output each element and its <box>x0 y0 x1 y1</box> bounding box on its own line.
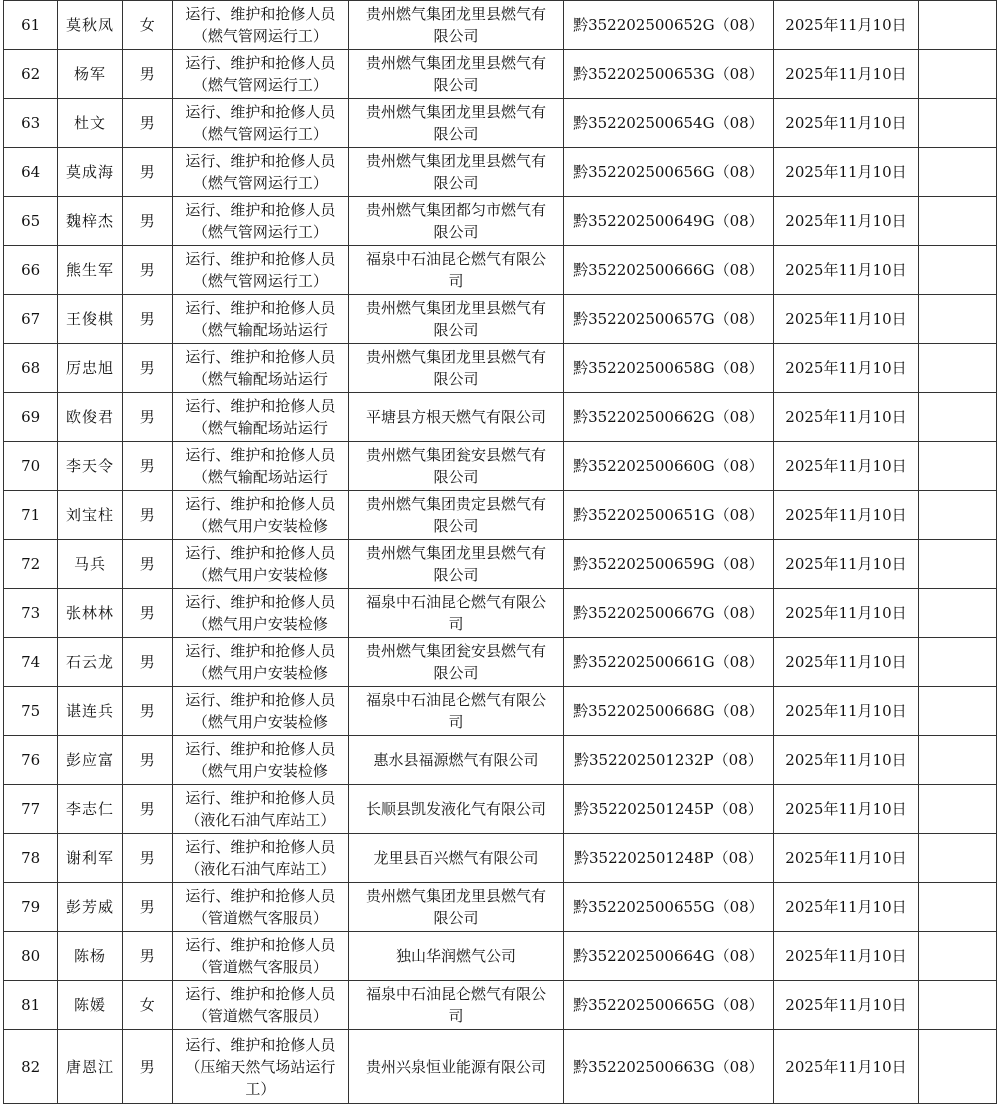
job-type-cell-line: （燃气用户安装检修 <box>192 713 328 731</box>
company-cell-line: 贵州燃气集团龙里县燃气有 <box>365 348 546 366</box>
issue-date-cell: 2025年11月10日 <box>773 638 918 687</box>
certificate-number-cell: 黔352202500668G（08） <box>563 687 773 736</box>
company-cell-line: 限公司 <box>433 664 479 682</box>
table-row <box>4 540 997 589</box>
job-type-cell-line: 运行、维护和抢修人员 <box>185 152 336 170</box>
job-type-cell <box>172 638 348 687</box>
company-cell-line: 限公司 <box>433 468 479 486</box>
note-cell <box>919 638 997 687</box>
certificate-number-cell: 黔352202500664G（08） <box>563 932 773 981</box>
job-type-cell-line: （压缩天然气场站运行 <box>185 1057 336 1076</box>
certificate-number-cell: 黔352202500656G（08） <box>563 148 773 197</box>
job-type-cell-line: 运行、维护和抢修人员 <box>185 691 336 709</box>
issue-date-cell: 2025年11月10日 <box>773 393 918 442</box>
job-type-cell-line: 运行、维护和抢修人员 <box>185 740 336 758</box>
issue-date-cell: 2025年11月10日 <box>773 246 918 295</box>
issue-date-cell: 2025年11月10日 <box>773 99 918 148</box>
job-type-cell <box>172 785 348 834</box>
issue-date-cell: 2025年11月10日 <box>773 50 918 99</box>
certificate-number-cell: 黔352202500666G（08） <box>563 246 773 295</box>
certificate-number-cell: 黔352202500663G（08） <box>563 1030 773 1104</box>
table-row <box>4 589 997 638</box>
table-row <box>4 785 997 834</box>
gender-cell: 男 <box>122 197 172 246</box>
company-cell <box>348 883 563 932</box>
gender-cell: 男 <box>122 295 172 344</box>
company-cell-line: 贵州燃气集团瓮安县燃气有 <box>365 446 546 464</box>
company-cell <box>348 785 563 834</box>
note-cell <box>919 99 997 148</box>
company-cell-line: 贵州燃气集团龙里县燃气有 <box>365 544 546 562</box>
table-row <box>4 344 997 393</box>
note-cell <box>919 687 997 736</box>
company-cell <box>348 491 563 540</box>
issue-date-cell: 2025年11月10日 <box>773 736 918 785</box>
company-cell <box>348 540 563 589</box>
job-type-cell-line: 运行、维护和抢修人员 <box>185 348 336 366</box>
table-row <box>4 197 997 246</box>
row-number-cell: 76 <box>4 736 58 785</box>
company-cell-line: 限公司 <box>433 321 479 339</box>
job-type-cell-line: （燃气用户安装检修 <box>192 762 328 780</box>
job-type-cell-line: （燃气用户安装检修 <box>192 615 328 633</box>
job-type-cell-line: 运行、维护和抢修人员 <box>185 446 336 464</box>
name-cell: 陈杨 <box>58 932 122 981</box>
table-row <box>4 393 997 442</box>
row-number-cell: 65 <box>4 197 58 246</box>
issue-date-cell: 2025年11月10日 <box>773 785 918 834</box>
job-type-cell-line: （管道燃气客服员） <box>192 1007 328 1025</box>
job-type-cell-line: （管道燃气客服员） <box>192 909 328 927</box>
job-type-cell-line: 运行、维护和抢修人员 <box>185 397 336 415</box>
row-number-cell: 74 <box>4 638 58 687</box>
name-cell: 杜文 <box>58 99 122 148</box>
table-row <box>4 148 997 197</box>
job-type-cell-line: 运行、维护和抢修人员 <box>185 201 336 219</box>
job-type-cell-line: 运行、维护和抢修人员 <box>185 250 336 268</box>
company-cell <box>348 932 563 981</box>
table-row <box>4 295 997 344</box>
job-type-cell-line: 运行、维护和抢修人员 <box>185 1035 336 1054</box>
job-type-cell-line: 运行、维护和抢修人员 <box>185 838 336 856</box>
company-cell <box>348 1030 563 1104</box>
row-number-cell: 67 <box>4 295 58 344</box>
company-cell <box>348 393 563 442</box>
job-type-cell-line: 运行、维护和抢修人员 <box>185 544 336 562</box>
gender-cell: 男 <box>122 785 172 834</box>
issue-date-cell: 2025年11月10日 <box>773 981 918 1030</box>
company-cell-line: 龙里县百兴燃气有限公司 <box>373 849 539 867</box>
table-row <box>4 883 997 932</box>
company-cell-line: 独山华润燃气公司 <box>395 947 516 965</box>
job-type-cell-line: （燃气管网运行工） <box>192 76 328 94</box>
gender-cell: 男 <box>122 1030 172 1104</box>
gender-cell: 女 <box>122 981 172 1030</box>
row-number-cell: 71 <box>4 491 58 540</box>
job-type-cell <box>172 589 348 638</box>
job-type-cell-line: 运行、维护和抢修人员 <box>185 54 336 72</box>
job-type-cell-line: （燃气管网运行工） <box>192 223 328 241</box>
name-cell: 熊生军 <box>58 246 122 295</box>
job-type-cell-line: 运行、维护和抢修人员 <box>185 789 336 807</box>
job-type-cell <box>172 246 348 295</box>
row-number-cell: 69 <box>4 393 58 442</box>
table-row <box>4 442 997 491</box>
issue-date-cell: 2025年11月10日 <box>773 1 918 50</box>
certificate-number-cell: 黔352202500662G（08） <box>563 393 773 442</box>
gender-cell: 男 <box>122 687 172 736</box>
certificate-number-cell: 黔352202500652G（08） <box>563 1 773 50</box>
issue-date-cell: 2025年11月10日 <box>773 344 918 393</box>
certificate-number-cell: 黔352202500653G（08） <box>563 50 773 99</box>
company-cell <box>348 197 563 246</box>
job-type-cell-line: 运行、维护和抢修人员 <box>185 5 336 23</box>
certificate-number-cell: 黔352202501248P（08） <box>563 834 773 883</box>
company-cell-line: 贵州燃气集团都匀市燃气有 <box>365 201 546 219</box>
job-type-cell-line: （燃气输配场站运行 <box>192 321 328 339</box>
company-cell-line: 贵州燃气集团瓮安县燃气有 <box>365 642 546 660</box>
company-cell-line: 福泉中石油昆仑燃气有限公 <box>365 593 546 611</box>
name-cell: 王俊棋 <box>58 295 122 344</box>
note-cell <box>919 589 997 638</box>
job-type-cell-line: （燃气用户安装检修 <box>192 566 328 584</box>
company-cell <box>348 246 563 295</box>
job-type-cell-line: （燃气输配场站运行 <box>192 468 328 486</box>
gender-cell: 男 <box>122 540 172 589</box>
issue-date-cell: 2025年11月10日 <box>773 1030 918 1104</box>
company-cell-line: 司 <box>448 1007 464 1025</box>
gender-cell: 男 <box>122 491 172 540</box>
note-cell <box>919 1 997 50</box>
company-cell-line: 贵州燃气集团龙里县燃气有 <box>365 887 546 905</box>
certificate-table <box>3 0 997 1104</box>
certificate-number-cell: 黔352202500661G（08） <box>563 638 773 687</box>
job-type-cell-line: （燃气管网运行工） <box>192 174 328 192</box>
certificate-number-cell: 黔352202500665G（08） <box>563 981 773 1030</box>
issue-date-cell: 2025年11月10日 <box>773 295 918 344</box>
job-type-cell <box>172 99 348 148</box>
company-cell-line: 福泉中石油昆仑燃气有限公 <box>365 250 546 268</box>
company-cell-line: 限公司 <box>433 223 479 241</box>
certificate-number-cell: 黔352202500660G（08） <box>563 442 773 491</box>
company-cell-line: 限公司 <box>433 125 479 143</box>
company-cell <box>348 295 563 344</box>
row-number-cell: 79 <box>4 883 58 932</box>
name-cell: 李天令 <box>58 442 122 491</box>
row-number-cell: 82 <box>4 1030 58 1104</box>
issue-date-cell: 2025年11月10日 <box>773 834 918 883</box>
job-type-cell-line: 运行、维护和抢修人员 <box>185 936 336 954</box>
certificate-number-cell: 黔352202500659G（08） <box>563 540 773 589</box>
name-cell: 石云龙 <box>58 638 122 687</box>
note-cell <box>919 50 997 99</box>
company-cell <box>348 99 563 148</box>
job-type-cell-line: （燃气管网运行工） <box>192 27 328 45</box>
certificate-number-cell: 黔352202500655G（08） <box>563 883 773 932</box>
issue-date-cell: 2025年11月10日 <box>773 687 918 736</box>
certificate-number-cell: 黔352202500649G（08） <box>563 197 773 246</box>
company-cell-line: 贵州兴泉恒业能源有限公司 <box>365 1057 546 1076</box>
name-cell: 魏梓杰 <box>58 197 122 246</box>
company-cell-line: 司 <box>448 615 464 633</box>
note-cell <box>919 442 997 491</box>
name-cell: 刘宝柱 <box>58 491 122 540</box>
issue-date-cell: 2025年11月10日 <box>773 932 918 981</box>
table-body <box>4 1 997 1104</box>
company-cell <box>348 442 563 491</box>
job-type-cell-line: 运行、维护和抢修人员 <box>185 103 336 121</box>
job-type-cell <box>172 148 348 197</box>
company-cell-line: 限公司 <box>433 566 479 584</box>
table-row <box>4 981 997 1030</box>
row-number-cell: 75 <box>4 687 58 736</box>
note-cell <box>919 393 997 442</box>
note-cell <box>919 540 997 589</box>
note-cell <box>919 736 997 785</box>
note-cell <box>919 246 997 295</box>
issue-date-cell: 2025年11月10日 <box>773 197 918 246</box>
job-type-cell <box>172 540 348 589</box>
job-type-cell-line: 运行、维护和抢修人员 <box>185 495 336 513</box>
gender-cell: 男 <box>122 638 172 687</box>
company-cell-line: 贵州燃气集团贵定县燃气有 <box>365 495 546 513</box>
table-row <box>4 638 997 687</box>
job-type-cell-line: （燃气输配场站运行 <box>192 419 328 437</box>
job-type-cell-line: （燃气管网运行工） <box>192 125 328 143</box>
job-type-cell <box>172 736 348 785</box>
note-cell <box>919 1030 997 1104</box>
note-cell <box>919 197 997 246</box>
job-type-cell <box>172 1 348 50</box>
company-cell-line: 贵州燃气集团龙里县燃气有 <box>365 152 546 170</box>
company-cell-line: 司 <box>448 272 464 290</box>
table-row <box>4 99 997 148</box>
gender-cell: 男 <box>122 834 172 883</box>
job-type-cell <box>172 344 348 393</box>
name-cell: 莫秋凤 <box>58 1 122 50</box>
issue-date-cell: 2025年11月10日 <box>773 589 918 638</box>
issue-date-cell: 2025年11月10日 <box>773 442 918 491</box>
certificate-number-cell: 黔352202500654G（08） <box>563 99 773 148</box>
note-cell <box>919 834 997 883</box>
gender-cell: 男 <box>122 393 172 442</box>
company-cell <box>348 687 563 736</box>
company-cell-line: 限公司 <box>433 909 479 927</box>
company-cell <box>348 736 563 785</box>
row-number-cell: 72 <box>4 540 58 589</box>
row-number-cell: 64 <box>4 148 58 197</box>
issue-date-cell: 2025年11月10日 <box>773 148 918 197</box>
name-cell: 杨军 <box>58 50 122 99</box>
job-type-cell <box>172 295 348 344</box>
table-row <box>4 1030 997 1104</box>
gender-cell: 男 <box>122 246 172 295</box>
job-type-cell-line: 运行、维护和抢修人员 <box>185 593 336 611</box>
job-type-cell-line: （燃气用户安装检修 <box>192 664 328 682</box>
job-type-cell <box>172 981 348 1030</box>
company-cell-line: 限公司 <box>433 76 479 94</box>
company-cell-line: 限公司 <box>433 174 479 192</box>
job-type-cell-line: 工） <box>245 1079 276 1098</box>
company-cell-line: 福泉中石油昆仑燃气有限公 <box>365 691 546 709</box>
job-type-cell-line: （管道燃气客服员） <box>192 958 328 976</box>
certificate-number-cell: 黔352202501245P（08） <box>563 785 773 834</box>
row-number-cell: 70 <box>4 442 58 491</box>
name-cell: 彭应富 <box>58 736 122 785</box>
company-cell-line: 贵州燃气集团龙里县燃气有 <box>365 103 546 121</box>
gender-cell: 男 <box>122 932 172 981</box>
company-cell-line: 长顺县凯发液化气有限公司 <box>365 800 546 818</box>
job-type-cell <box>172 393 348 442</box>
row-number-cell: 80 <box>4 932 58 981</box>
note-cell <box>919 295 997 344</box>
note-cell <box>919 148 997 197</box>
name-cell: 欧俊君 <box>58 393 122 442</box>
job-type-cell <box>172 834 348 883</box>
name-cell: 李志仁 <box>58 785 122 834</box>
name-cell: 莫成海 <box>58 148 122 197</box>
gender-cell: 男 <box>122 148 172 197</box>
company-cell-line: 贵州燃气集团龙里县燃气有 <box>365 54 546 72</box>
table-row <box>4 687 997 736</box>
issue-date-cell: 2025年11月10日 <box>773 540 918 589</box>
gender-cell: 女 <box>122 1 172 50</box>
job-type-cell-line: （液化石油气库站工） <box>185 860 336 878</box>
gender-cell: 男 <box>122 736 172 785</box>
job-type-cell-line: （液化石油气库站工） <box>185 811 336 829</box>
row-number-cell: 77 <box>4 785 58 834</box>
gender-cell: 男 <box>122 589 172 638</box>
name-cell: 张林林 <box>58 589 122 638</box>
company-cell-line: 限公司 <box>433 370 479 388</box>
note-cell <box>919 932 997 981</box>
gender-cell: 男 <box>122 344 172 393</box>
company-cell <box>348 1 563 50</box>
certificate-number-cell: 黔352202500658G（08） <box>563 344 773 393</box>
note-cell <box>919 981 997 1030</box>
name-cell: 唐恩江 <box>58 1030 122 1104</box>
company-cell <box>348 344 563 393</box>
name-cell: 马兵 <box>58 540 122 589</box>
job-type-cell-line: 运行、维护和抢修人员 <box>185 887 336 905</box>
job-type-cell-line: （燃气管网运行工） <box>192 272 328 290</box>
gender-cell: 男 <box>122 442 172 491</box>
table-row <box>4 834 997 883</box>
job-type-cell-line: 运行、维护和抢修人员 <box>185 985 336 1003</box>
job-type-cell-line: （燃气用户安装检修 <box>192 517 328 535</box>
certificate-number-cell: 黔352202501232P（08） <box>563 736 773 785</box>
company-cell <box>348 148 563 197</box>
row-number-cell: 61 <box>4 1 58 50</box>
company-cell <box>348 981 563 1030</box>
note-cell <box>919 344 997 393</box>
certificate-number-cell: 黔352202500667G（08） <box>563 589 773 638</box>
table-row <box>4 1 997 50</box>
row-number-cell: 63 <box>4 99 58 148</box>
name-cell: 谌连兵 <box>58 687 122 736</box>
note-cell <box>919 785 997 834</box>
company-cell-line: 贵州燃气集团龙里县燃气有 <box>365 299 546 317</box>
job-type-cell <box>172 50 348 99</box>
row-number-cell: 78 <box>4 834 58 883</box>
row-number-cell: 68 <box>4 344 58 393</box>
company-cell <box>348 50 563 99</box>
name-cell: 彭芳威 <box>58 883 122 932</box>
company-cell-line: 惠水县福源燃气有限公司 <box>373 751 539 769</box>
name-cell: 谢利军 <box>58 834 122 883</box>
gender-cell: 男 <box>122 50 172 99</box>
company-cell-line: 限公司 <box>433 27 479 45</box>
job-type-cell <box>172 1030 348 1104</box>
job-type-cell <box>172 687 348 736</box>
row-number-cell: 62 <box>4 50 58 99</box>
gender-cell: 男 <box>122 99 172 148</box>
certificate-number-cell: 黔352202500651G（08） <box>563 491 773 540</box>
certificate-number-cell: 黔352202500657G（08） <box>563 295 773 344</box>
company-cell-line: 平塘县方根天燃气有限公司 <box>365 408 546 426</box>
company-cell-line: 福泉中石油昆仑燃气有限公 <box>365 985 546 1003</box>
table-row <box>4 736 997 785</box>
company-cell <box>348 638 563 687</box>
note-cell <box>919 491 997 540</box>
job-type-cell <box>172 932 348 981</box>
company-cell-line: 贵州燃气集团龙里县燃气有 <box>365 5 546 23</box>
job-type-cell <box>172 442 348 491</box>
company-cell-line: 限公司 <box>433 517 479 535</box>
row-number-cell: 73 <box>4 589 58 638</box>
job-type-cell-line: 运行、维护和抢修人员 <box>185 299 336 317</box>
company-cell-line: 司 <box>448 713 464 731</box>
name-cell: 厉忠旭 <box>58 344 122 393</box>
job-type-cell-line: （燃气输配场站运行 <box>192 370 328 388</box>
issue-date-cell: 2025年11月10日 <box>773 491 918 540</box>
issue-date-cell: 2025年11月10日 <box>773 883 918 932</box>
job-type-cell <box>172 197 348 246</box>
job-type-cell <box>172 491 348 540</box>
table-row <box>4 50 997 99</box>
job-type-cell-line: 运行、维护和抢修人员 <box>185 642 336 660</box>
row-number-cell: 81 <box>4 981 58 1030</box>
table-row <box>4 246 997 295</box>
job-type-cell <box>172 883 348 932</box>
row-number-cell: 66 <box>4 246 58 295</box>
name-cell: 陈媛 <box>58 981 122 1030</box>
company-cell <box>348 834 563 883</box>
note-cell <box>919 883 997 932</box>
gender-cell: 男 <box>122 883 172 932</box>
table-row <box>4 491 997 540</box>
company-cell <box>348 589 563 638</box>
table-row <box>4 932 997 981</box>
